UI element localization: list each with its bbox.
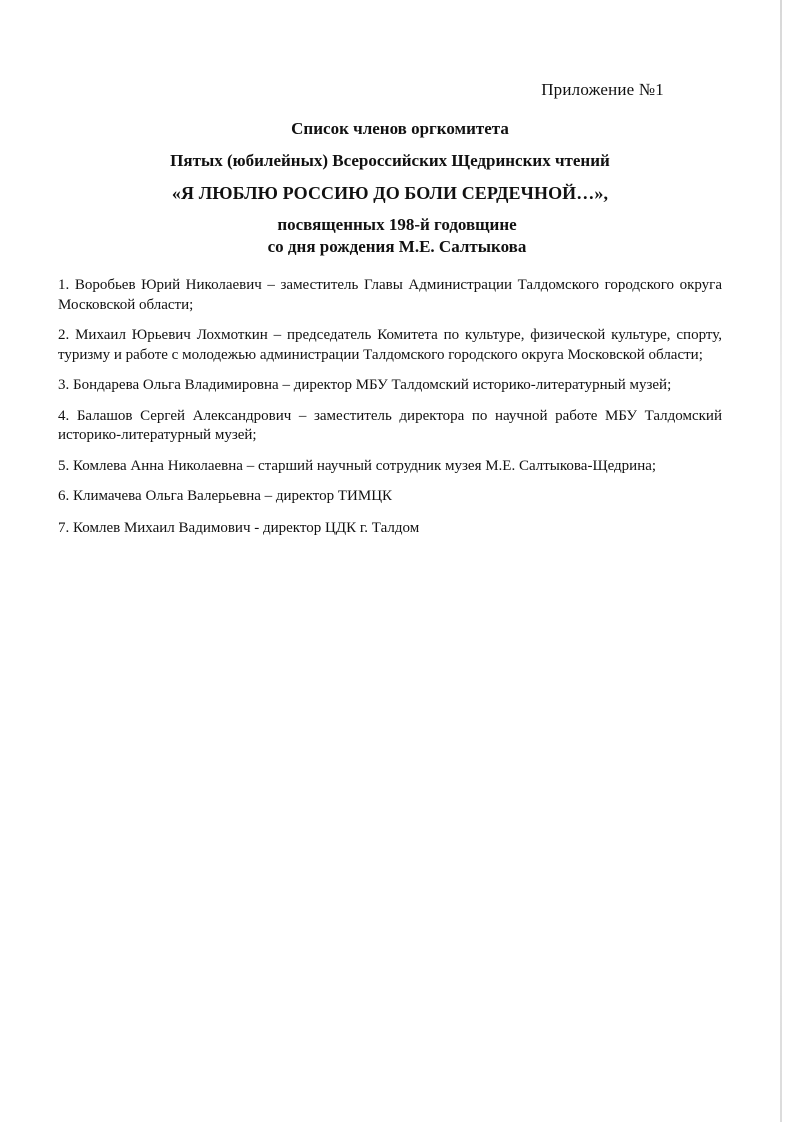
document-title — [60, 118, 720, 258]
appendix-label: Приложение №1 — [541, 80, 664, 99]
list-item: 6. Климачева Ольга Валерьевна – директор ТИМЦК — [58, 488, 393, 504]
list-item: 7. Комлев Михаил Вадимович - директор ЦДК г. Талдом — [58, 519, 420, 536]
list-item: 4. Балашов Сергей Александрович – заместитель директора по научной работе МБУ Талдомский историко-литературный музей; — [58, 407, 722, 443]
list-item: 2. Михаил Юрьевич Лохмоткин – председатель Комитета по культуре, физической культуре, спорту, туризму и работе с молодежью администрации Талдомского городского округа Московской области; — [58, 327, 722, 363]
title-line-birthday: со дня рождения М.Е. Салтыкова — [267, 237, 527, 256]
scan-edge-shadow — [780, 0, 782, 1122]
list-item: 1. Воробьев Юрий Николаевич – заместитель Главы Администрации Талдомского городского округа Московской области; — [58, 277, 722, 313]
list-item: 3. Бондарева Ольга Владимировна – директор МБУ Талдомский историко-литературный музей; — [58, 377, 672, 393]
title-line-readings: Пятых (юбилейных) Всероссийских Щедринских чтений — [170, 151, 610, 170]
committee-members-list — [58, 276, 722, 550]
title-line-committee: Список членов оргкомитета — [291, 119, 509, 138]
title-line-anniversary: посвященных 198-й годовщине — [277, 215, 517, 234]
title-line-motto: «Я ЛЮБЛЮ РОССИЮ ДО БОЛИ СЕРДЕЧНОЙ…», — [171, 183, 609, 203]
list-item: 5. Комлева Анна Николаевна – старший научный сотрудник музея М.Е. Салтыкова-Щедрина; — [58, 457, 657, 474]
